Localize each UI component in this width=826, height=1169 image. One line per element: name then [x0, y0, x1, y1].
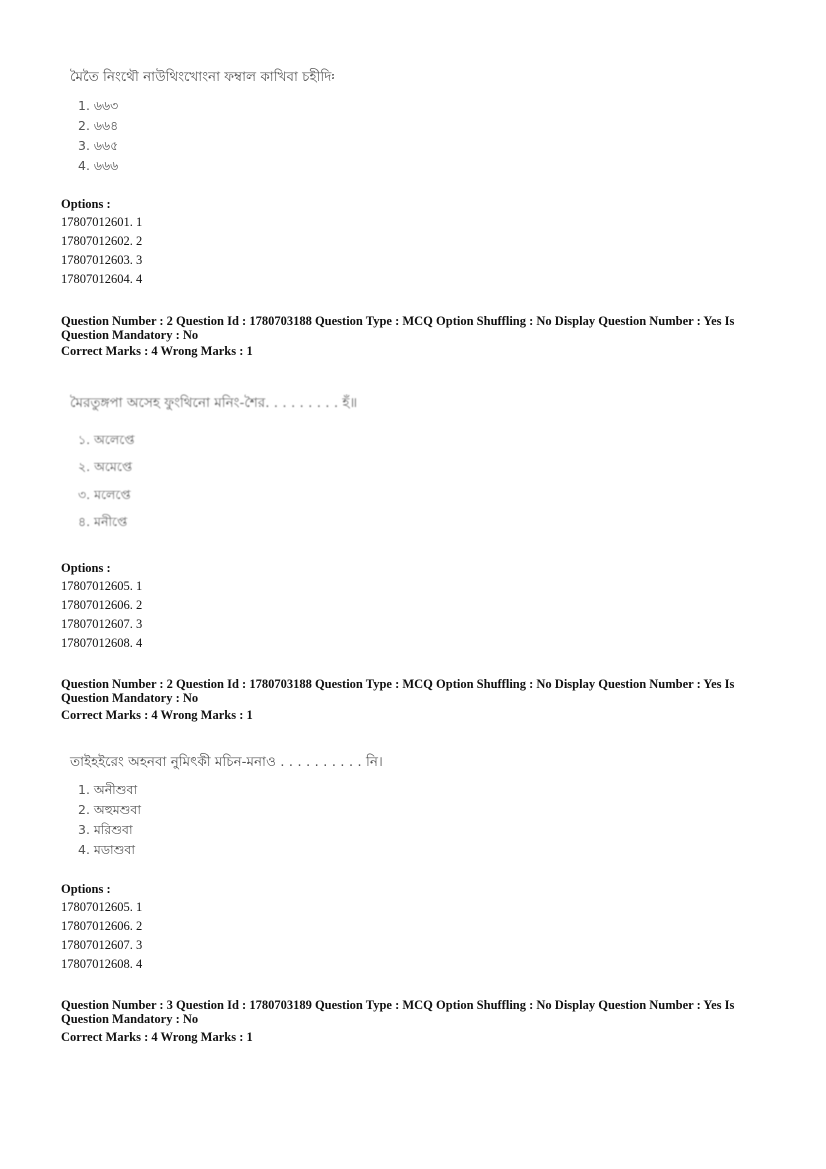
- question-meta-line: Question Number : 3 Question Id : 1780703189 Question Type : MCQ Option Shuffling : No Display Question Number : Yes Is: [61, 998, 735, 1012]
- marks-line: Correct Marks : 4 Wrong Marks : 1: [61, 344, 253, 358]
- question-stem: মৈরতুঙ্গপা অসেহ ফুংথিনো মনিং-শৈর. . . . . . . . . হঁ॥: [70, 395, 358, 411]
- answer-choice: 4. মডাশুবা: [78, 842, 136, 857]
- option-row: 17807012607. 3: [61, 938, 143, 952]
- option-row: 17807012608. 4: [61, 636, 143, 650]
- answer-choice: 2. অহুমশুবা: [78, 802, 141, 817]
- option-row: 17807012602. 2: [61, 234, 143, 248]
- option-row: 17807012607. 3: [61, 617, 143, 631]
- question-meta: [61, 998, 761, 1026]
- answer-choice: ২. অমেপ্তে: [78, 459, 133, 474]
- marks-line: Correct Marks : 4 Wrong Marks : 1: [61, 708, 253, 722]
- option-row: 17807012608. 4: [61, 957, 143, 971]
- question-stem: মৈতৈ নিংথৌ নাউথিংখোংনা ফম্বাল কাখিবা চহীদি፡: [70, 69, 335, 85]
- option-row: 17807012603. 3: [61, 253, 143, 267]
- question-meta-line: Question Number : 2 Question Id : 1780703188 Question Type : MCQ Option Shuffling : No Display Question Number : Yes Is: [61, 314, 735, 328]
- answer-choice: 1. ৬৬৩: [78, 98, 119, 113]
- question-meta: [61, 677, 761, 705]
- question-meta-line: Question Mandatory : No: [61, 691, 199, 705]
- answer-choice: 1. অনীশুবা: [78, 782, 138, 797]
- option-row: 17807012606. 2: [61, 919, 143, 933]
- question-image-2: [70, 392, 430, 532]
- question-meta-line: Question Mandatory : No: [61, 1012, 199, 1026]
- option-row: 17807012605. 1: [61, 579, 143, 593]
- question-meta-line: Question Mandatory : No: [61, 328, 199, 342]
- options-label: Options :: [61, 561, 111, 575]
- options-label: Options :: [61, 197, 111, 211]
- question-meta-line: Question Number : 2 Question Id : 1780703188 Question Type : MCQ Option Shuffling : No Display Question Number : Yes Is: [61, 677, 735, 691]
- question-meta: [61, 314, 761, 342]
- option-row: 17807012601. 1: [61, 215, 143, 229]
- question-image-3: [70, 751, 430, 861]
- question-stem: তাইহইরেং অহনবা নুমিৎকী মচিন-মনাও . . . . . . . . . . নি।: [70, 754, 383, 770]
- marks-line: Correct Marks : 4 Wrong Marks : 1: [61, 1030, 253, 1044]
- answer-choice: ১. অলেপ্তে: [78, 432, 135, 447]
- option-row: 17807012606. 2: [61, 598, 143, 612]
- answer-choice: ৪. মনীপ্তে: [78, 514, 128, 529]
- option-row: 17807012604. 4: [61, 272, 143, 286]
- answer-choice: 3. ৬৬৫: [78, 138, 119, 153]
- answer-choice: 3. মরিশুবা: [78, 822, 133, 837]
- option-row: 17807012605. 1: [61, 900, 143, 914]
- answer-choice: 2. ৬৬৪: [78, 118, 119, 133]
- options-label: Options :: [61, 882, 111, 896]
- question-image-1: [70, 66, 430, 176]
- answer-choice: ৩. মলেপ্তে: [78, 487, 131, 502]
- answer-choice: 4. ৬৬৬: [78, 158, 119, 173]
